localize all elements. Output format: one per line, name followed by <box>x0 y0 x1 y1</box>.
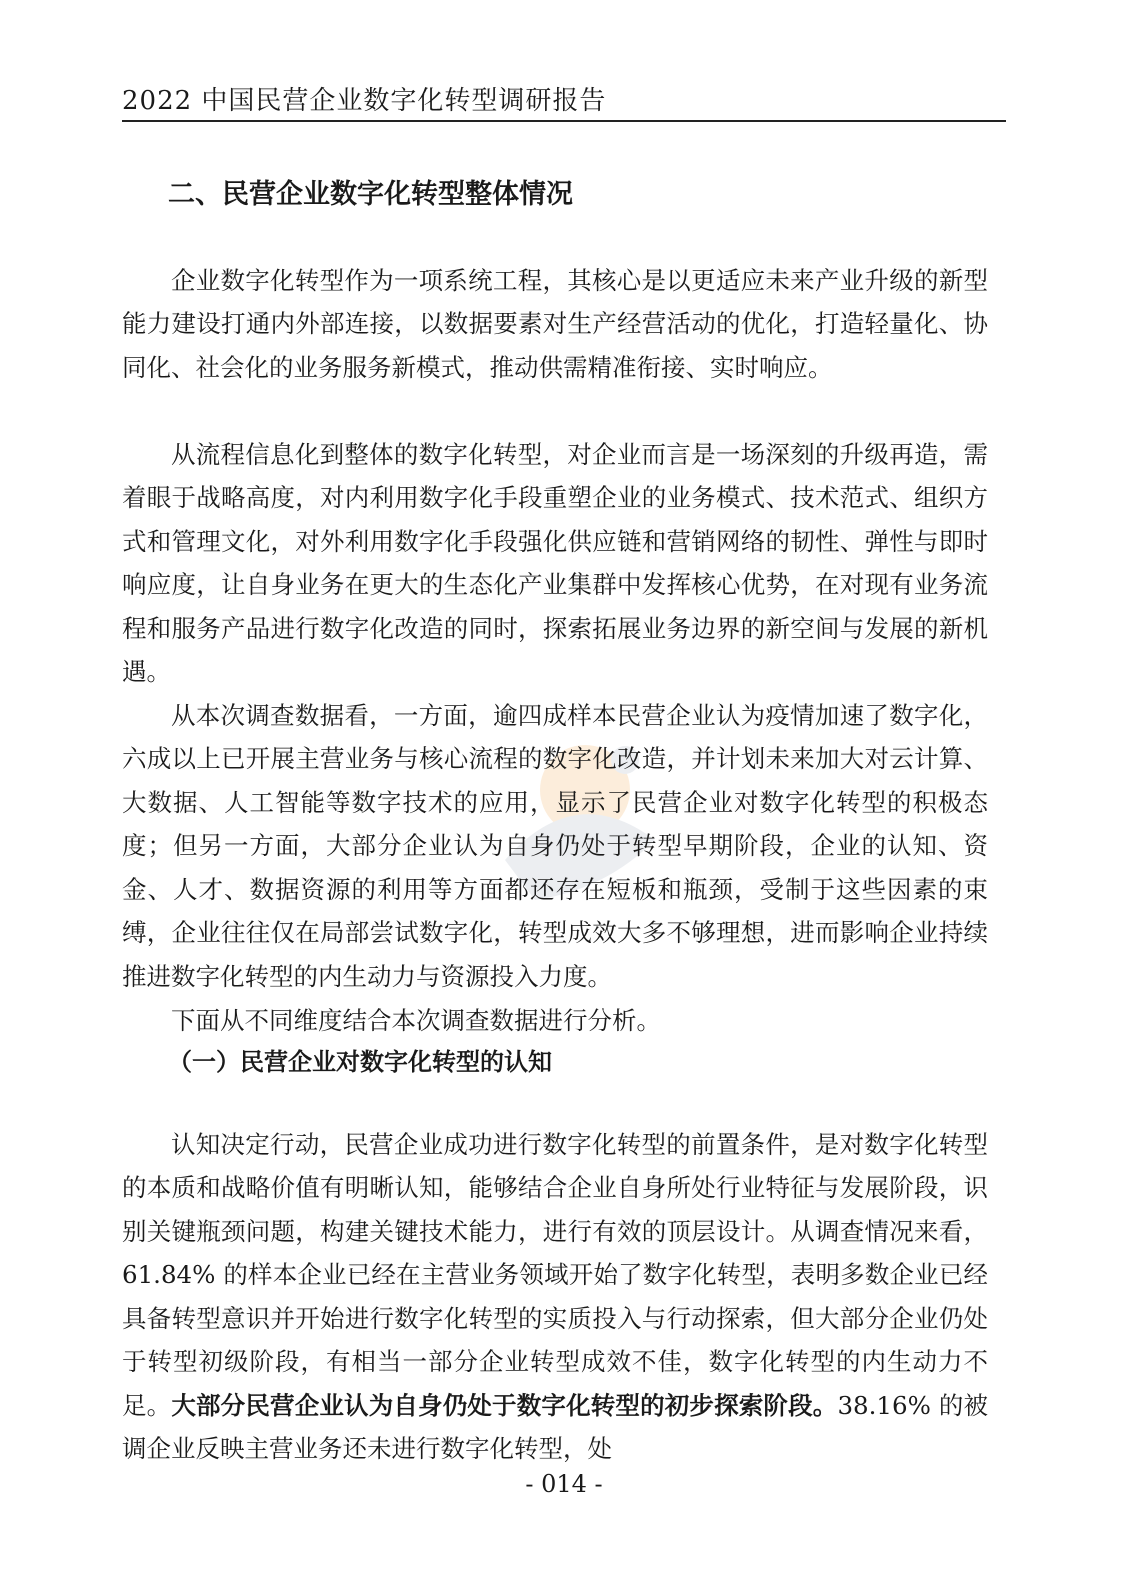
paragraph-5-text-a: 认知决定行动，民营企业成功进行数字化转型的前置条件，是对数字化转型的本质和战略价值有明晰认知，能够结合企业自身所处行业特征与发展阶段，识别关键瓶颈问题，构建关键技术能力，进行有效的顶层设计。从调查情况来看，61.84% 的样本企业已经在主营业务领域开始了数字化转型，表明多数企业已经具备转型意识并开始进行数字化转型的实质投入与行动探索，但大部分企业仍处于转型初级阶段，有相当一部分企业转型成效不佳，数字化转型的内生动力不足。 <box>122 1129 988 1420</box>
subsection-heading: （一）民营企业对数字化转型的认知 <box>168 1048 552 1076</box>
running-title: 2022 中国民营企业数字化转型调研报告 <box>122 86 607 116</box>
section-heading: 二、民营企业数字化转型整体情况 <box>168 179 573 210</box>
paragraph-5-bold-finding: 大部分民营企业认为自身仍处于数字化转型的初步探索阶段。 <box>171 1390 838 1420</box>
page-header <box>122 78 1006 122</box>
paragraph-1: 企业数字化转型作为一项系统工程，其核心是以更适应未来产业升级的新型能力建设打通内外部连接，以数据要素对生产经营活动的优化，打造轻量化、协同化、社会化的业务服务新模式，推动供需精准衔接、实时响应。 <box>122 265 988 382</box>
paragraph-5-text-b: 38.16% 的被调企业反映主营业务还未进行数字化转型，处 <box>122 1390 989 1463</box>
paragraph-5 <box>122 1123 988 1471</box>
paragraph-3: 从本次调查数据看，一方面，逾四成样本民营企业认为疫情加速了数字化，六成以上已开展主营业务与核心流程的数字化改造，并计划未来加大对云计算、大数据、人工智能等数字技术的应用，显示了民营企业对数字化转型的积极态度；但另一方面，大部分企业认为自身仍处于转型早期阶段，企业的认知、资金、人才、数据资源的利用等方面都还存在短板和瓶颈，受制于这些因素的束缚，企业往往仅在局部尝试数字化，转型成效大多不够理想，进而影响企业持续推进数字化转型的内生动力与资源投入力度。 <box>122 700 988 991</box>
paragraph-2: 从流程信息化到整体的数字化转型，对企业而言是一场深刻的升级再造，需着眼于战略高度，对内利用数字化手段重塑企业的业务模式、技术范式、组织方式和管理文化，对外利用数字化手段强化供应链和营销网络的韧性、弹性与即时响应度，让自身业务在更大的生态化产业集群中发挥核心优势，在对现有业务流程和服务产品进行数字化改造的同时，探索拓展业务边界的新空间与发展的新机遇。 <box>122 439 988 686</box>
paragraph-4: 下面从不同维度结合本次调查数据进行分析。 <box>171 1005 661 1035</box>
page-number: - 014 - <box>525 1470 603 1498</box>
